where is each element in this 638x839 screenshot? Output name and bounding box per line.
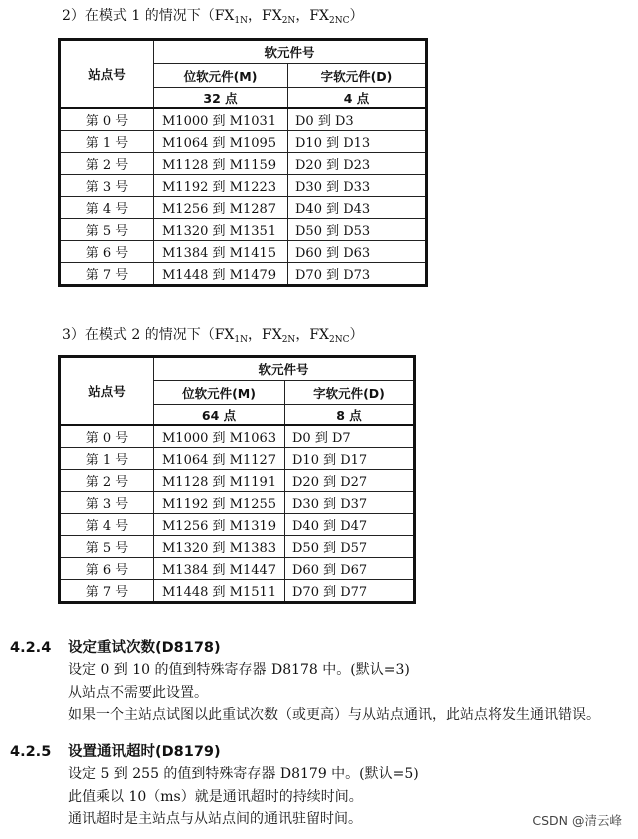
bit-point-count: 32 点 xyxy=(154,88,288,109)
body-text-line: 设定 5 到 255 的值到特殊寄存器 D8179 中。(默认=5) xyxy=(68,766,419,782)
word-device-range-cell: D30 到 D37 xyxy=(285,492,415,514)
body-text-line: 此值乘以 10（ms）就是通讯超时的持续时间。 xyxy=(68,788,363,805)
bit-device-range-cell: M1192 到 M1255 xyxy=(154,492,285,514)
station-cell: 第 4 号 xyxy=(60,197,154,219)
heading-separator: ， xyxy=(248,327,263,343)
heading-separator: ， xyxy=(295,327,310,343)
model-fx2n xyxy=(262,327,295,343)
table-row xyxy=(60,131,427,153)
model-subscript: 2NC xyxy=(329,335,350,345)
bit-device-range-cell: M1192 到 M1223 xyxy=(154,175,288,197)
station-cell: 第 0 号 xyxy=(60,108,154,131)
bit-device-range-cell: M1128 到 M1159 xyxy=(154,153,288,175)
table-row xyxy=(60,558,415,580)
station-cell: 第 6 号 xyxy=(60,558,154,580)
model-subscript: 1N xyxy=(234,335,249,345)
section-number: 4.2.4 xyxy=(10,640,52,656)
table-row xyxy=(60,514,415,536)
bit-device-range-cell: M1256 到 M1319 xyxy=(154,514,285,536)
word-device-header: 字软元件(D) xyxy=(288,64,427,88)
bit-point-count: 64 点 xyxy=(154,405,285,426)
table-header-row xyxy=(60,40,427,64)
bit-device-range-cell: M1000 到 M1063 xyxy=(154,425,285,448)
word-device-range-cell: D0 到 D7 xyxy=(285,425,415,448)
table-row xyxy=(60,580,415,603)
station-cell: 第 7 号 xyxy=(60,263,154,286)
body-text-line: 从站点不需要此设置。 xyxy=(68,684,208,701)
mode2-device-table xyxy=(58,355,416,604)
watermark: CSDN @清云峰 xyxy=(532,813,622,828)
section-heading xyxy=(0,741,638,763)
bit-device-range-cell: M1448 到 M1511 xyxy=(154,580,285,603)
section-heading xyxy=(0,637,638,659)
station-cell: 第 0 号 xyxy=(60,425,154,448)
table-row xyxy=(60,175,427,197)
heading-prefix: 2）在模式 1 的情况下（ xyxy=(62,8,215,24)
station-header: 站点号 xyxy=(60,357,154,426)
table-row xyxy=(60,219,427,241)
model-base: FX xyxy=(214,8,235,24)
station-cell: 第 1 号 xyxy=(60,131,154,153)
table-row xyxy=(60,425,415,448)
bit-device-header: 位软元件(M) xyxy=(154,64,288,88)
mode1-heading xyxy=(62,7,364,27)
bit-device-range-cell: M1384 到 M1447 xyxy=(154,558,285,580)
bit-device-range-cell: M1320 到 M1351 xyxy=(154,219,288,241)
model-base: FX xyxy=(262,8,282,24)
section-title: 设定重试次数(D8178) xyxy=(68,640,221,656)
table-row xyxy=(60,241,427,263)
heading-separator: ， xyxy=(248,8,263,24)
heading-separator: ， xyxy=(295,8,310,24)
body-text-line: 设定 0 到 10 的值到特殊寄存器 D8178 中。(默认=3) xyxy=(68,662,410,678)
station-cell: 第 2 号 xyxy=(60,153,154,175)
word-device-range-cell: D0 到 D3 xyxy=(288,108,427,131)
model-fx2n xyxy=(262,8,295,24)
station-cell: 第 6 号 xyxy=(60,241,154,263)
bit-device-range-cell: M1320 到 M1383 xyxy=(154,536,285,558)
station-cell: 第 3 号 xyxy=(60,492,154,514)
word-device-range-cell: D40 到 D43 xyxy=(288,197,427,219)
table-row xyxy=(60,153,427,175)
body-text-line: 如果一个主站点试图以此重试次数（或更高）与从站点通讯，此站点将发生通讯错误。 xyxy=(68,707,600,723)
model-base: FX xyxy=(262,327,282,343)
model-base: FX xyxy=(214,327,235,343)
body-text-line: 通讯超时是主站点与从站点间的通讯驻留时间。 xyxy=(68,811,362,827)
station-cell: 第 1 号 xyxy=(60,448,154,470)
word-device-range-cell: D20 到 D27 xyxy=(285,470,415,492)
bit-device-header: 位软元件(M) xyxy=(154,381,285,405)
model-subscript: 1N xyxy=(234,16,249,26)
heading-prefix: 3）在模式 2 的情况下（ xyxy=(62,327,215,343)
table-row xyxy=(60,492,415,514)
model-subscript: 2NC xyxy=(329,16,350,26)
model-fx2nc xyxy=(309,327,349,343)
word-device-range-cell: D50 到 D57 xyxy=(285,536,415,558)
word-point-count: 8 点 xyxy=(285,405,415,426)
table-row xyxy=(60,263,427,286)
model-subscript: 2N xyxy=(281,16,296,26)
word-device-header: 字软元件(D) xyxy=(285,381,415,405)
bit-device-range-cell: M1256 到 M1287 xyxy=(154,197,288,219)
word-device-range-cell: D30 到 D33 xyxy=(288,175,427,197)
model-subscript: 2N xyxy=(281,335,296,345)
device-number-header: 软元件号 xyxy=(154,357,415,381)
word-device-range-cell: D10 到 D13 xyxy=(288,131,427,153)
table-row xyxy=(60,536,415,558)
section-number: 4.2.5 xyxy=(10,744,52,760)
station-cell: 第 3 号 xyxy=(60,175,154,197)
station-cell: 第 5 号 xyxy=(60,536,154,558)
model-base: FX xyxy=(309,8,329,24)
mode2-heading xyxy=(62,326,364,346)
section-retry-count xyxy=(0,637,638,727)
station-cell: 第 7 号 xyxy=(60,580,154,603)
table-row xyxy=(60,197,427,219)
word-device-range-cell: D60 到 D63 xyxy=(288,241,427,263)
word-device-range-cell: D20 到 D23 xyxy=(288,153,427,175)
heading-suffix: ） xyxy=(349,327,364,343)
station-header: 站点号 xyxy=(60,40,154,109)
model-base: FX xyxy=(309,327,329,343)
bit-device-range-cell: M1384 到 M1415 xyxy=(154,241,288,263)
station-cell: 第 5 号 xyxy=(60,219,154,241)
mode1-device-table xyxy=(58,38,428,287)
bit-device-range-cell: M1128 到 M1191 xyxy=(154,470,285,492)
bit-device-range-cell: M1000 到 M1031 xyxy=(154,108,288,131)
word-device-range-cell: D70 到 D73 xyxy=(288,263,427,286)
bit-device-range-cell: M1448 到 M1479 xyxy=(154,263,288,286)
word-device-range-cell: D10 到 D17 xyxy=(285,448,415,470)
word-device-range-cell: D70 到 D77 xyxy=(285,580,415,603)
word-device-range-cell: D40 到 D47 xyxy=(285,514,415,536)
model-fx1n xyxy=(215,8,248,24)
word-device-range-cell: D60 到 D67 xyxy=(285,558,415,580)
heading-suffix: ） xyxy=(349,8,364,24)
model-fx1n xyxy=(215,327,248,343)
table-row xyxy=(60,470,415,492)
table-row xyxy=(60,108,427,131)
section-title: 设置通讯超时(D8179) xyxy=(68,744,221,760)
bit-device-range-cell: M1064 到 M1127 xyxy=(154,448,285,470)
table-header-row xyxy=(60,357,415,381)
bit-device-range-cell: M1064 到 M1095 xyxy=(154,131,288,153)
device-number-header: 软元件号 xyxy=(154,40,427,64)
station-cell: 第 2 号 xyxy=(60,470,154,492)
station-cell: 第 4 号 xyxy=(60,514,154,536)
word-device-range-cell: D50 到 D53 xyxy=(288,219,427,241)
word-point-count: 4 点 xyxy=(288,88,427,109)
table-row xyxy=(60,448,415,470)
model-fx2nc xyxy=(309,8,349,24)
